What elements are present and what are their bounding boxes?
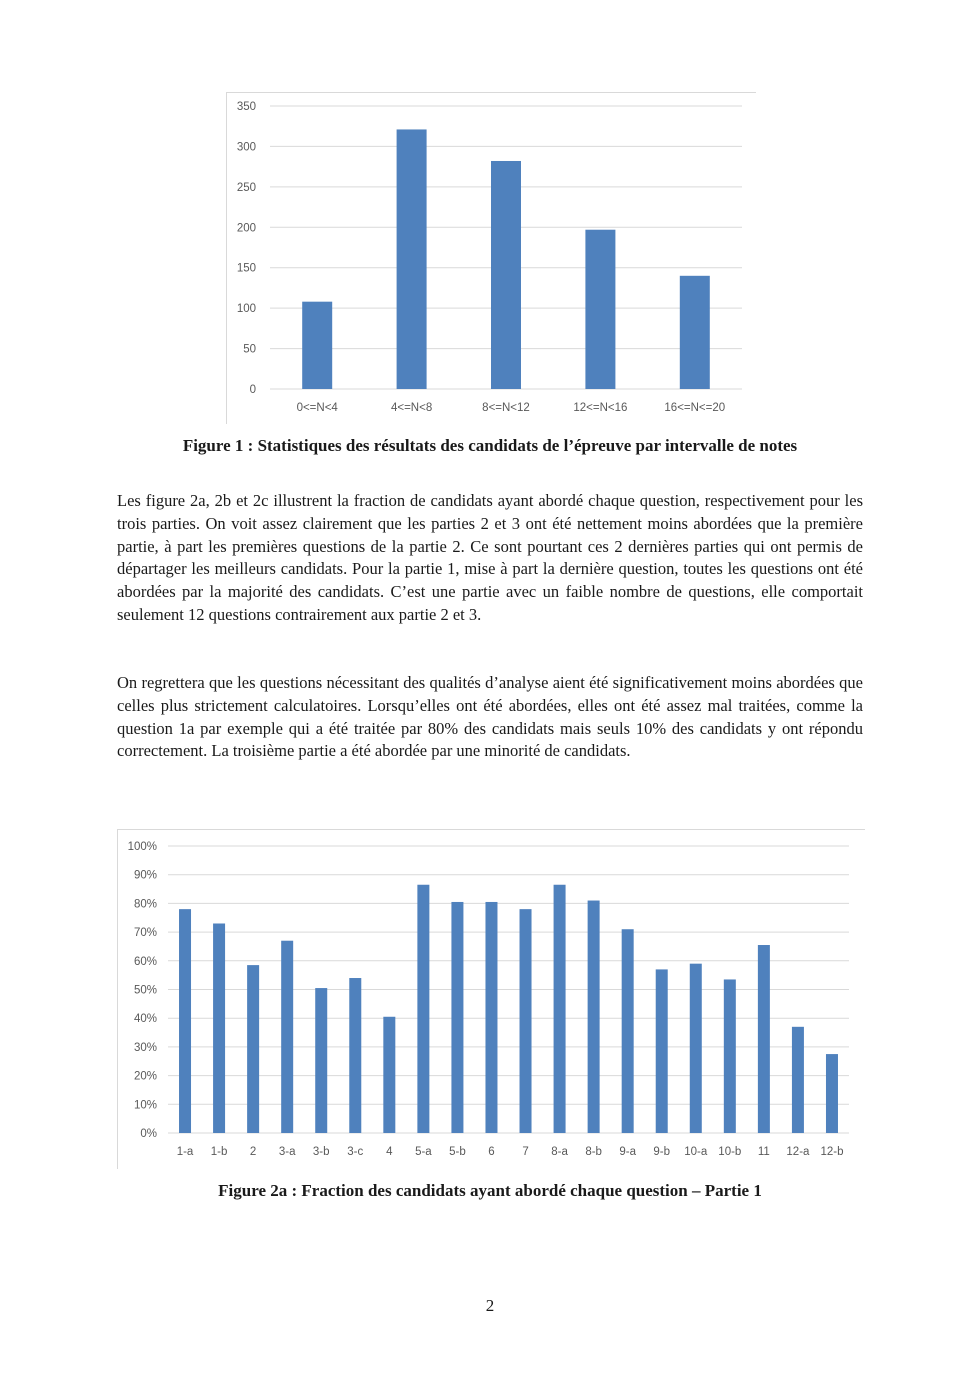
fig2a-bar-5-a [417, 885, 429, 1133]
paragraph-1: Les figure 2a, 2b et 2c illustrent la fraction de candidats ayant abordé chaque question, respectivement pour les trois parties. On voit assez clairement que les parties 2 et 3 ont été nettement moins abordées que la première partie, à part les premières questions de la partie 2. Ce sont pourtant ces 2 dernières parties qui ont permis de départager les meilleurs candidats. Pour la partie 1, mise à part la dernière question, toutes les questions ont été abordées par la majorité des candidats. C’est une partie avec un faible nombre de questions, elle comportait seulement 12 questions contrairement aux partie 2 et 3. [117, 491, 863, 624]
fig2a-bar-5-b [451, 902, 463, 1133]
fig2a-x-tick-label: 9-a [619, 1146, 636, 1158]
fig2a-x-tick-label: 12-b [820, 1146, 844, 1158]
fig2a-x-tick-label: 10-a [684, 1146, 708, 1158]
fig2a-x-tick-label: 10-b [718, 1146, 742, 1158]
fig2a-x-tick-label: 7 [522, 1146, 529, 1158]
fig2a-y-tick-label: 0% [140, 1128, 157, 1140]
chart-figure-1 [226, 92, 756, 424]
fig1-bar-4<=N<8 [397, 129, 427, 389]
fig2a-bar-3-a [281, 941, 293, 1133]
fig2a-bar-6 [485, 902, 497, 1133]
fig2a-bar-9-a [622, 929, 634, 1133]
fig2a-x-tick-label: 12-a [786, 1146, 810, 1158]
fig2a-y-tick-label: 20% [133, 1070, 157, 1083]
fig2a-bar-12-a [792, 1027, 804, 1133]
figure-1-caption: Figure 1 : Statistiques des résultats des candidats de l’épreuve par intervalle de notes [182, 436, 798, 455]
fig2a-bar-9-b [656, 969, 668, 1133]
figure-2a-caption: Figure 2a : Fraction des candidats ayant abordé chaque question – Partie 1 [218, 1181, 762, 1200]
fig2a-x-tick-label: 8-b [585, 1146, 602, 1158]
fig2a-bar-1-b [213, 923, 225, 1133]
fig2a-y-tick-label: 100% [127, 841, 157, 853]
fig2a-x-tick-label: 3-a [278, 1146, 296, 1158]
fig1-y-tick-label: 350 [236, 101, 256, 113]
fig1-bar-16<=N<=20 [680, 276, 710, 389]
fig2a-y-tick-label: 90% [133, 869, 157, 882]
fig1-y-tick-label: 50 [243, 343, 256, 356]
fig1-y-tick-label: 200 [236, 222, 256, 235]
fig1-y-tick-label: 300 [236, 141, 256, 154]
fig2a-x-tick-label: 5-a [415, 1146, 432, 1158]
fig1-x-tick-label: 8<=N<12 [482, 402, 530, 414]
fig1-x-tick-label: 0<=N<4 [296, 402, 338, 414]
fig1-bar-12<=N<16 [585, 230, 615, 389]
chart-figure-2a-svg [117, 829, 865, 1169]
fig1-y-tick-label: 0 [249, 384, 256, 396]
fig2a-x-tick-label: 2 [249, 1146, 257, 1158]
fig2a-x-tick-label: 6 [488, 1146, 495, 1158]
fig2a-y-tick-label: 80% [133, 898, 157, 911]
fig1-y-tick-label: 100 [236, 303, 256, 316]
fig2a-bar-8-b [588, 901, 600, 1133]
fig2a-y-tick-label: 30% [133, 1041, 157, 1054]
fig1-x-tick-label: 4<=N<8 [390, 402, 433, 414]
fig2a-bar-4 [383, 1017, 395, 1133]
fig2a-x-tick-label: 4 [386, 1146, 393, 1158]
fig2a-y-tick-label: 50% [133, 984, 157, 997]
fig2a-bar-7 [520, 909, 532, 1133]
fig2a-x-tick-label: 11 [757, 1146, 770, 1158]
fig2a-bar-10-b [724, 979, 736, 1133]
fig1-x-tick-label: 12<=N<16 [573, 402, 628, 414]
fig2a-bar-3-b [315, 988, 327, 1133]
fig2a-y-tick-label: 60% [133, 955, 157, 968]
fig2a-x-tick-label: 1-b [210, 1146, 228, 1158]
fig2a-bar-11 [758, 945, 770, 1133]
chart-figure-1-svg [226, 92, 756, 424]
fig2a-bar-3-c [349, 978, 361, 1133]
fig2a-x-tick-label: 9-b [653, 1146, 671, 1158]
fig2a-bar-8-a [554, 885, 566, 1133]
fig1-bar-0<=N<4 [302, 302, 332, 389]
fig2a-x-tick-label: 3-b [312, 1146, 330, 1158]
fig1-x-tick-label: 16<=N<=20 [664, 402, 726, 414]
fig1-y-tick-label: 250 [236, 181, 256, 194]
fig2a-y-tick-label: 10% [133, 1099, 157, 1112]
page-number: 2 [485, 1296, 495, 1315]
fig2a-x-tick-label: 3-c [347, 1146, 364, 1158]
fig2a-x-tick-label: 1-a [176, 1146, 194, 1158]
fig2a-y-tick-label: 40% [133, 1013, 157, 1026]
chart-figure-2a [117, 829, 865, 1169]
fig2a-bar-12-b [826, 1054, 838, 1133]
fig2a-x-tick-label: 8-a [551, 1146, 568, 1158]
fig2a-bar-2 [247, 965, 259, 1133]
fig1-y-tick-label: 150 [236, 262, 256, 275]
fig2a-bar-1-a [179, 909, 191, 1133]
fig2a-x-tick-label: 5-b [449, 1146, 466, 1158]
fig2a-bar-10-a [690, 964, 702, 1133]
paragraph-2: On regrettera que les questions nécessitant des qualités d’analyse aient été significativement moins abordées que celles plus strictement calculatoires. Lorsqu’elles ont été abordées, elles ont été assez mal traitées, comme la question 1a par exemple qui a été traitée par 80% des candidats mais seuls 10% des candidats y ont répondu correctement. La troisième partie a été abordée par une minorité de candidats. [117, 673, 863, 761]
fig1-bar-8<=N<12 [491, 161, 521, 389]
fig2a-y-tick-label: 70% [133, 927, 157, 940]
